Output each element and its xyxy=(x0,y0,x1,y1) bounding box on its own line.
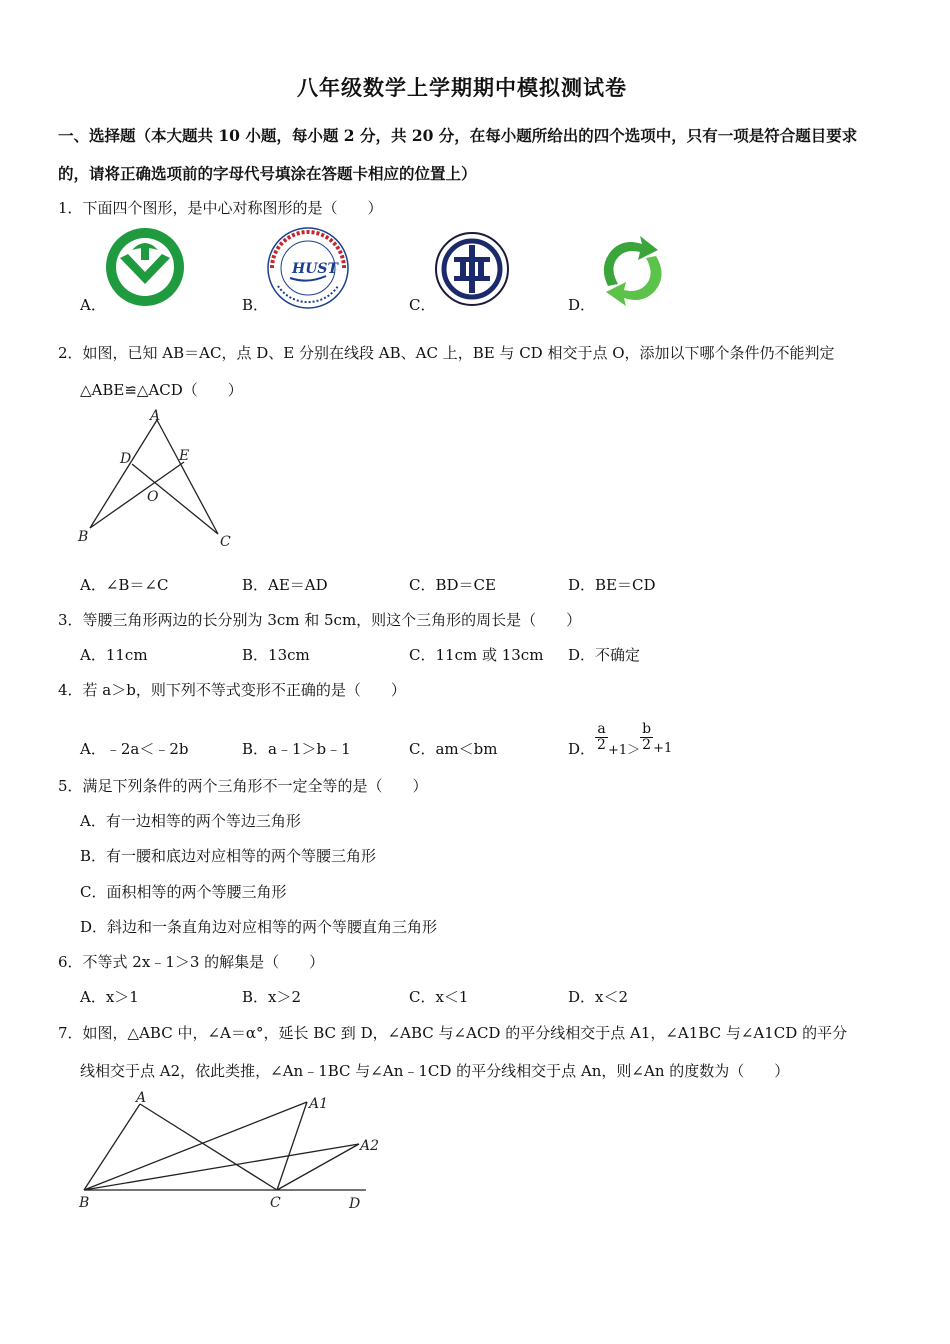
q7-label-a1: A1 xyxy=(309,1096,329,1112)
q3-option-a[interactable]: A．11cm xyxy=(80,646,148,664)
q4-option-c[interactable]: C．am＜bm xyxy=(409,740,498,758)
q3-option-c[interactable]: C．11cm 或 13cm xyxy=(409,646,544,664)
q4-frac-b-num: b xyxy=(642,721,652,737)
q3-option-b[interactable]: B．13cm xyxy=(242,646,310,664)
q7-label-d: D xyxy=(349,1196,361,1212)
q2-line-ac xyxy=(157,420,218,534)
q7-label-a: A xyxy=(136,1090,147,1106)
green-food-logo-icon xyxy=(104,226,186,308)
q4-frac-b xyxy=(640,722,653,753)
q4-frac-b-den: 2 xyxy=(642,737,652,753)
section-header-line2: 的，请将正确选项前的字母代号填涂在答题卡相应的位置上） xyxy=(58,164,477,183)
q1-option-c-label[interactable]: C． xyxy=(409,296,436,314)
q3-option-d[interactable]: D．不确定 xyxy=(568,646,641,664)
q1-option-a-label[interactable]: A． xyxy=(80,296,106,314)
page-title: 八年级数学上学期期中模拟测试卷 xyxy=(297,75,627,100)
q1-option-b-label[interactable]: B． xyxy=(242,296,269,314)
q6-option-b[interactable]: B．x＞2 xyxy=(242,988,302,1006)
q4-option-a[interactable]: A．﹣2a＜﹣2b xyxy=(80,740,189,758)
q1-option-d-label[interactable]: D． xyxy=(568,296,596,314)
q6-option-d[interactable]: D．x＜2 xyxy=(568,988,629,1006)
q2-stem-line2: △ABE≌△ACD（ ） xyxy=(80,381,243,399)
q2-option-d[interactable]: D．BE＝CD xyxy=(568,576,656,594)
q2-label-a: A xyxy=(150,408,161,424)
svg-text:HUST: HUST xyxy=(292,261,338,277)
q4-option-d-tail: +1 xyxy=(653,741,673,756)
q4-option-d-label: D． xyxy=(568,740,596,758)
q2-triangle-figure xyxy=(72,404,242,556)
q5-option-c[interactable]: C．面积相等的两个等腰三角形 xyxy=(80,883,287,901)
q7-line-ba1 xyxy=(84,1102,307,1190)
q5-option-d[interactable]: D．斜边和一条直角边对应相等的两个等腰直角三角形 xyxy=(80,918,438,936)
q4-frac-a xyxy=(595,722,608,753)
q4-option-d[interactable] xyxy=(568,716,672,759)
q2-label-e: E xyxy=(179,448,190,464)
q3-stem: 3．等腰三角形两边的长分别为 3cm 和 5cm，则这个三角形的周长是（ ） xyxy=(58,611,582,629)
q4-stem: 4．若 a＞b，则下列不等式变形不正确的是（ ） xyxy=(58,681,406,699)
q7-line-ba xyxy=(84,1104,140,1190)
circular-emblem-logo-icon xyxy=(434,231,510,307)
q2-option-b[interactable]: B．AE＝AD xyxy=(242,576,328,594)
q4-frac-a-den: 2 xyxy=(597,737,606,753)
q2-label-d: D xyxy=(120,451,132,467)
q2-label-c: C xyxy=(220,534,231,550)
q5-stem: 5．满足下列条件的两个三角形不一定全等的是（ ） xyxy=(58,777,428,795)
q7-stem-line1: 7．如图，△ABC 中，∠A＝α°，延长 BC 到 D，∠ABC 与∠ACD 的平分线相交于点 A1，∠A1BC 与∠A1CD 的平分 xyxy=(58,1024,848,1042)
q2-option-c[interactable]: C．BD＝CE xyxy=(409,576,496,594)
q5-option-b[interactable]: B．有一腰和底边对应相等的两个等腰三角形 xyxy=(80,847,377,865)
q4-frac-a-num: a xyxy=(595,722,608,738)
q2-line-ab xyxy=(90,420,157,528)
q2-stem-line1: 2．如图，已知 AB＝AC，点 D、E 分别在线段 AB、AC 上，BE 与 CD 相交于点 O，添加以下哪个条件仍不能判定 xyxy=(58,344,835,362)
q6-option-c[interactable]: C．x＜1 xyxy=(409,988,469,1006)
school-seal-logo-icon xyxy=(266,226,350,310)
section-header-line1: 一、选择题（本大题共 10 小题，每小题 2 分，共 20 分，在每小题所给出的四个选项中，只有一项是符合题目要求 xyxy=(58,126,858,145)
q6-option-a[interactable]: A．x＞1 xyxy=(80,988,139,1006)
q1-stem: 1．下面四个图形，是中心对称图形的是（ ） xyxy=(58,199,383,217)
q2-option-a[interactable]: A．∠B＝∠C xyxy=(80,576,169,594)
q7-stem-line2: 线相交于点 A2，依此类推，∠An﹣1BC 与∠An﹣1CD 的平分线相交于点 An，则∠An 的度数为（ ） xyxy=(80,1062,790,1080)
q7-line-a1c xyxy=(277,1102,307,1190)
q7-label-a2: A2 xyxy=(360,1138,380,1154)
recycle-arrows-logo-icon xyxy=(594,236,670,306)
q6-stem: 6．不等式 2x﹣1＞3 的解集是（ ） xyxy=(58,953,325,971)
q2-label-o: O xyxy=(147,489,159,505)
q4-option-b[interactable]: B．a﹣1＞b﹣1 xyxy=(242,740,351,758)
q7-triangle-figure xyxy=(74,1086,384,1216)
q7-label-c: C xyxy=(270,1195,281,1211)
q5-option-a[interactable]: A．有一边相等的两个等边三角形 xyxy=(80,812,301,830)
q7-label-b: B xyxy=(79,1195,90,1211)
q2-label-b: B xyxy=(78,529,89,545)
q4-option-d-plus: +1＞ xyxy=(607,743,641,758)
q2-line-cd xyxy=(132,464,218,534)
